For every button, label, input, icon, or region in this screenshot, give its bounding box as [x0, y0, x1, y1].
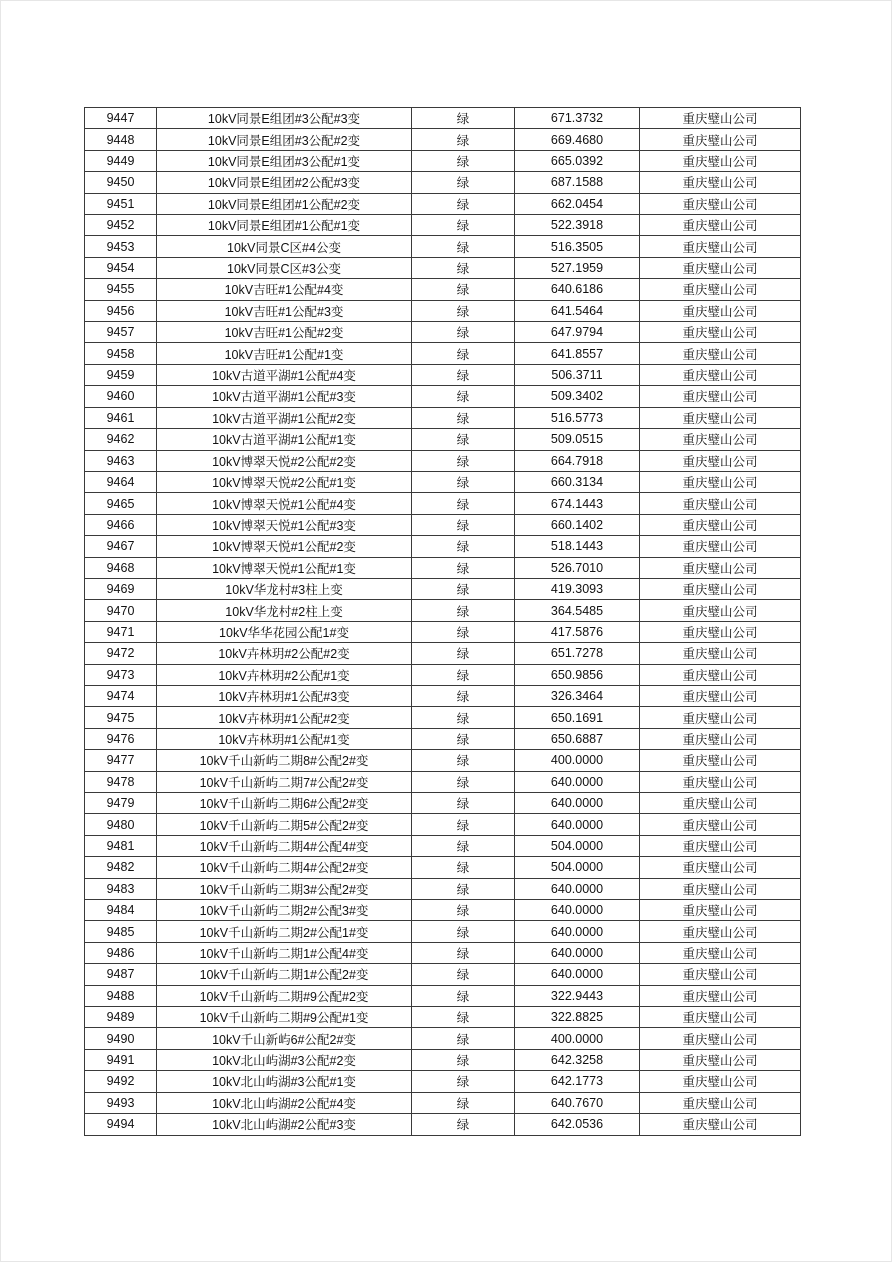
cell-name: 10kV博翠天悦#1公配#3变: [157, 514, 412, 535]
cell-id: 9461: [85, 407, 157, 428]
cell-status: 绿: [412, 964, 515, 985]
cell-company: 重庆璧山公司: [640, 536, 801, 557]
cell-name: 10kV博翠天悦#1公配#1变: [157, 557, 412, 578]
cell-company: 重庆璧山公司: [640, 322, 801, 343]
table-row: [85, 322, 801, 343]
cell-name: 10kV吉旺#1公配#3变: [157, 300, 412, 321]
cell-value: 509.0515: [515, 429, 640, 450]
cell-id: 9490: [85, 1028, 157, 1049]
cell-status: 绿: [412, 1049, 515, 1070]
cell-value: 640.6186: [515, 279, 640, 300]
cell-name: 10kV同景E组团#3公配#3变: [157, 108, 412, 129]
table-row: [85, 407, 801, 428]
cell-value: 651.7278: [515, 643, 640, 664]
cell-id: 9473: [85, 664, 157, 685]
cell-value: 516.3505: [515, 236, 640, 257]
cell-name: 10kV卉林玥#1公配#1变: [157, 728, 412, 749]
cell-name: 10kV同景E组团#1公配#2变: [157, 193, 412, 214]
cell-value: 506.3711: [515, 364, 640, 385]
cell-value: 640.0000: [515, 942, 640, 963]
cell-name: 10kV博翠天悦#2公配#2变: [157, 450, 412, 471]
table-row: [85, 279, 801, 300]
table-row: [85, 750, 801, 771]
cell-company: 重庆璧山公司: [640, 450, 801, 471]
cell-status: 绿: [412, 172, 515, 193]
cell-company: 重庆璧山公司: [640, 1071, 801, 1092]
cell-name: 10kV千山新屿二期2#公配1#变: [157, 921, 412, 942]
table-row: [85, 964, 801, 985]
cell-id: 9475: [85, 707, 157, 728]
cell-status: 绿: [412, 664, 515, 685]
cell-status: 绿: [412, 364, 515, 385]
cell-name: 10kV华华花园公配1#变: [157, 621, 412, 642]
table-row: [85, 514, 801, 535]
table-row: [85, 300, 801, 321]
cell-value: 642.1773: [515, 1071, 640, 1092]
cell-id: 9479: [85, 793, 157, 814]
table-row: [85, 857, 801, 878]
cell-id: 9482: [85, 857, 157, 878]
cell-value: 650.6887: [515, 728, 640, 749]
cell-company: 重庆璧山公司: [640, 921, 801, 942]
table-row: [85, 429, 801, 450]
cell-name: 10kV千山新屿二期#9公配#2变: [157, 985, 412, 1006]
cell-id: 9455: [85, 279, 157, 300]
cell-value: 665.0392: [515, 150, 640, 171]
table-row: [85, 257, 801, 278]
cell-value: 326.3464: [515, 685, 640, 706]
cell-id: 9468: [85, 557, 157, 578]
cell-name: 10kV千山新屿二期3#公配2#变: [157, 878, 412, 899]
cell-value: 400.0000: [515, 1028, 640, 1049]
cell-company: 重庆璧山公司: [640, 771, 801, 792]
table-row: [85, 900, 801, 921]
cell-value: 660.1402: [515, 514, 640, 535]
cell-name: 10kV古道平湖#1公配#2变: [157, 407, 412, 428]
cell-id: 9462: [85, 429, 157, 450]
cell-value: 650.1691: [515, 707, 640, 728]
cell-value: 509.3402: [515, 386, 640, 407]
cell-company: 重庆璧山公司: [640, 985, 801, 1006]
cell-company: 重庆璧山公司: [640, 471, 801, 492]
cell-id: 9489: [85, 1007, 157, 1028]
cell-value: 642.0536: [515, 1114, 640, 1135]
cell-company: 重庆璧山公司: [640, 814, 801, 835]
cell-status: 绿: [412, 471, 515, 492]
cell-status: 绿: [412, 108, 515, 129]
cell-value: 640.0000: [515, 814, 640, 835]
cell-value: 641.5464: [515, 300, 640, 321]
cell-value: 674.1443: [515, 493, 640, 514]
table-row: [85, 343, 801, 364]
cell-status: 绿: [412, 728, 515, 749]
table-row: [85, 600, 801, 621]
cell-value: 364.5485: [515, 600, 640, 621]
cell-status: 绿: [412, 600, 515, 621]
cell-value: 650.9856: [515, 664, 640, 685]
cell-name: 10kV千山新屿二期4#公配4#变: [157, 835, 412, 856]
cell-id: 9476: [85, 728, 157, 749]
cell-value: 669.4680: [515, 129, 640, 150]
cell-name: 10kV千山新屿二期8#公配2#变: [157, 750, 412, 771]
cell-name: 10kV同景C区#3公变: [157, 257, 412, 278]
table-row: [85, 493, 801, 514]
cell-id: 9456: [85, 300, 157, 321]
cell-company: 重庆璧山公司: [640, 942, 801, 963]
table-row: [85, 129, 801, 150]
table-row: [85, 1049, 801, 1070]
cell-company: 重庆璧山公司: [640, 215, 801, 236]
cell-company: 重庆璧山公司: [640, 643, 801, 664]
cell-status: 绿: [412, 322, 515, 343]
cell-id: 9488: [85, 985, 157, 1006]
cell-company: 重庆璧山公司: [640, 493, 801, 514]
table-row: [85, 793, 801, 814]
cell-status: 绿: [412, 257, 515, 278]
cell-value: 400.0000: [515, 750, 640, 771]
cell-status: 绿: [412, 536, 515, 557]
cell-name: 10kV千山新屿二期4#公配2#变: [157, 857, 412, 878]
table-row: [85, 685, 801, 706]
cell-status: 绿: [412, 386, 515, 407]
cell-value: 642.3258: [515, 1049, 640, 1070]
table-row: [85, 942, 801, 963]
cell-company: 重庆璧山公司: [640, 750, 801, 771]
cell-value: 518.1443: [515, 536, 640, 557]
table-body: [85, 108, 801, 1136]
cell-status: 绿: [412, 429, 515, 450]
cell-id: 9483: [85, 878, 157, 899]
cell-value: 660.3134: [515, 471, 640, 492]
cell-company: 重庆璧山公司: [640, 1114, 801, 1135]
cell-status: 绿: [412, 450, 515, 471]
cell-value: 640.0000: [515, 793, 640, 814]
cell-id: 9477: [85, 750, 157, 771]
cell-status: 绿: [412, 150, 515, 171]
table-row: [85, 386, 801, 407]
cell-id: 9467: [85, 536, 157, 557]
cell-name: 10kV北山屿湖#2公配#4变: [157, 1092, 412, 1113]
cell-value: 419.3093: [515, 578, 640, 599]
table-row: [85, 236, 801, 257]
cell-value: 640.7670: [515, 1092, 640, 1113]
cell-status: 绿: [412, 279, 515, 300]
cell-company: 重庆璧山公司: [640, 878, 801, 899]
table-row: [85, 536, 801, 557]
table-row: [85, 1071, 801, 1092]
cell-value: 662.0454: [515, 193, 640, 214]
cell-company: 重庆璧山公司: [640, 172, 801, 193]
cell-company: 重庆璧山公司: [640, 793, 801, 814]
table-row: [85, 985, 801, 1006]
cell-id: 9485: [85, 921, 157, 942]
cell-company: 重庆璧山公司: [640, 1028, 801, 1049]
cell-id: 9459: [85, 364, 157, 385]
cell-id: 9454: [85, 257, 157, 278]
cell-name: 10kV千山新屿二期2#公配3#变: [157, 900, 412, 921]
cell-company: 重庆璧山公司: [640, 343, 801, 364]
cell-id: 9481: [85, 835, 157, 856]
table-row: [85, 878, 801, 899]
cell-value: 504.0000: [515, 857, 640, 878]
cell-id: 9474: [85, 685, 157, 706]
cell-company: 重庆璧山公司: [640, 108, 801, 129]
cell-status: 绿: [412, 129, 515, 150]
cell-id: 9453: [85, 236, 157, 257]
cell-status: 绿: [412, 771, 515, 792]
cell-company: 重庆璧山公司: [640, 236, 801, 257]
table-row: [85, 921, 801, 942]
cell-name: 10kV同景E组团#2公配#3变: [157, 172, 412, 193]
cell-id: 9494: [85, 1114, 157, 1135]
table-row: [85, 771, 801, 792]
cell-company: 重庆璧山公司: [640, 707, 801, 728]
cell-name: 10kV千山新屿二期1#公配2#变: [157, 964, 412, 985]
cell-name: 10kV博翠天悦#1公配#4变: [157, 493, 412, 514]
table-row: [85, 193, 801, 214]
cell-name: 10kV北山屿湖#3公配#1变: [157, 1071, 412, 1092]
cell-name: 10kV千山新屿二期6#公配2#变: [157, 793, 412, 814]
cell-name: 10kV卉林玥#1公配#3变: [157, 685, 412, 706]
cell-status: 绿: [412, 1028, 515, 1049]
cell-company: 重庆璧山公司: [640, 364, 801, 385]
cell-id: 9451: [85, 193, 157, 214]
cell-value: 664.7918: [515, 450, 640, 471]
cell-status: 绿: [412, 750, 515, 771]
cell-company: 重庆璧山公司: [640, 1092, 801, 1113]
cell-value: 417.5876: [515, 621, 640, 642]
cell-value: 640.0000: [515, 771, 640, 792]
cell-status: 绿: [412, 1092, 515, 1113]
document-table: [84, 107, 801, 1136]
cell-id: 9448: [85, 129, 157, 150]
cell-name: 10kV卉林玥#2公配#1变: [157, 664, 412, 685]
cell-status: 绿: [412, 1071, 515, 1092]
table-row: [85, 1114, 801, 1135]
table-row: [85, 1092, 801, 1113]
cell-name: 10kV华龙村#3柱上变: [157, 578, 412, 599]
cell-value: 322.9443: [515, 985, 640, 1006]
cell-value: 641.8557: [515, 343, 640, 364]
cell-name: 10kV北山屿湖#3公配#2变: [157, 1049, 412, 1070]
cell-status: 绿: [412, 343, 515, 364]
table-row: [85, 150, 801, 171]
cell-status: 绿: [412, 407, 515, 428]
cell-company: 重庆璧山公司: [640, 150, 801, 171]
cell-status: 绿: [412, 236, 515, 257]
cell-status: 绿: [412, 942, 515, 963]
cell-name: 10kV同景C区#4公变: [157, 236, 412, 257]
cell-company: 重庆璧山公司: [640, 193, 801, 214]
table-row: [85, 578, 801, 599]
table-row: [85, 814, 801, 835]
cell-name: 10kV千山新屿二期1#公配4#变: [157, 942, 412, 963]
cell-id: 9480: [85, 814, 157, 835]
cell-value: 647.9794: [515, 322, 640, 343]
cell-id: 9484: [85, 900, 157, 921]
cell-status: 绿: [412, 557, 515, 578]
table-row: [85, 450, 801, 471]
cell-company: 重庆璧山公司: [640, 386, 801, 407]
cell-id: 9492: [85, 1071, 157, 1092]
table-row: [85, 1007, 801, 1028]
table-row: [85, 728, 801, 749]
cell-name: 10kV吉旺#1公配#4变: [157, 279, 412, 300]
cell-value: 504.0000: [515, 835, 640, 856]
cell-status: 绿: [412, 578, 515, 599]
table-row: [85, 215, 801, 236]
cell-company: 重庆璧山公司: [640, 557, 801, 578]
cell-id: 9491: [85, 1049, 157, 1070]
table-row: [85, 557, 801, 578]
cell-status: 绿: [412, 814, 515, 835]
table-row: [85, 1028, 801, 1049]
cell-status: 绿: [412, 1114, 515, 1135]
cell-company: 重庆璧山公司: [640, 685, 801, 706]
cell-status: 绿: [412, 857, 515, 878]
cell-company: 重庆璧山公司: [640, 129, 801, 150]
cell-name: 10kV古道平湖#1公配#1变: [157, 429, 412, 450]
cell-name: 10kV同景E组团#3公配#2变: [157, 129, 412, 150]
cell-id: 9463: [85, 450, 157, 471]
cell-name: 10kV千山新屿二期#9公配#1变: [157, 1007, 412, 1028]
cell-id: 9466: [85, 514, 157, 535]
cell-name: 10kV博翠天悦#1公配#2变: [157, 536, 412, 557]
cell-value: 640.0000: [515, 900, 640, 921]
cell-name: 10kV卉林玥#2公配#2变: [157, 643, 412, 664]
cell-id: 9460: [85, 386, 157, 407]
cell-id: 9458: [85, 343, 157, 364]
cell-name: 10kV博翠天悦#2公配#1变: [157, 471, 412, 492]
cell-value: 526.7010: [515, 557, 640, 578]
cell-value: 640.0000: [515, 878, 640, 899]
cell-company: 重庆璧山公司: [640, 964, 801, 985]
cell-value: 322.8825: [515, 1007, 640, 1028]
table-row: [85, 364, 801, 385]
cell-id: 9493: [85, 1092, 157, 1113]
cell-company: 重庆璧山公司: [640, 900, 801, 921]
cell-value: 687.1588: [515, 172, 640, 193]
table-row: [85, 707, 801, 728]
cell-name: 10kV千山新屿二期5#公配2#变: [157, 814, 412, 835]
cell-company: 重庆璧山公司: [640, 835, 801, 856]
cell-company: 重庆璧山公司: [640, 279, 801, 300]
cell-id: 9470: [85, 600, 157, 621]
cell-status: 绿: [412, 493, 515, 514]
cell-company: 重庆璧山公司: [640, 621, 801, 642]
cell-status: 绿: [412, 900, 515, 921]
cell-name: 10kV北山屿湖#2公配#3变: [157, 1114, 412, 1135]
cell-id: 9465: [85, 493, 157, 514]
cell-value: 640.0000: [515, 964, 640, 985]
table-row: [85, 621, 801, 642]
table-row: [85, 108, 801, 129]
cell-id: 9452: [85, 215, 157, 236]
cell-status: 绿: [412, 878, 515, 899]
cell-value: 516.5773: [515, 407, 640, 428]
cell-company: 重庆璧山公司: [640, 429, 801, 450]
cell-status: 绿: [412, 1007, 515, 1028]
cell-id: 9464: [85, 471, 157, 492]
cell-status: 绿: [412, 215, 515, 236]
cell-name: 10kV吉旺#1公配#2变: [157, 322, 412, 343]
cell-id: 9487: [85, 964, 157, 985]
cell-company: 重庆璧山公司: [640, 407, 801, 428]
table-row: [85, 172, 801, 193]
cell-name: 10kV华龙村#2柱上变: [157, 600, 412, 621]
cell-name: 10kV吉旺#1公配#1变: [157, 343, 412, 364]
cell-company: 重庆璧山公司: [640, 578, 801, 599]
cell-status: 绿: [412, 514, 515, 535]
cell-id: 9469: [85, 578, 157, 599]
cell-company: 重庆璧山公司: [640, 300, 801, 321]
cell-company: 重庆璧山公司: [640, 600, 801, 621]
cell-id: 9457: [85, 322, 157, 343]
cell-name: 10kV古道平湖#1公配#3变: [157, 386, 412, 407]
cell-id: 9472: [85, 643, 157, 664]
cell-status: 绿: [412, 793, 515, 814]
cell-status: 绿: [412, 643, 515, 664]
cell-value: 522.3918: [515, 215, 640, 236]
cell-company: 重庆璧山公司: [640, 514, 801, 535]
cell-company: 重庆璧山公司: [640, 1049, 801, 1070]
cell-status: 绿: [412, 921, 515, 942]
cell-name: 10kV同景E组团#3公配#1变: [157, 150, 412, 171]
cell-id: 9447: [85, 108, 157, 129]
cell-name: 10kV古道平湖#1公配#4变: [157, 364, 412, 385]
cell-id: 9449: [85, 150, 157, 171]
cell-value: 527.1959: [515, 257, 640, 278]
table-row: [85, 664, 801, 685]
cell-status: 绿: [412, 685, 515, 706]
cell-status: 绿: [412, 621, 515, 642]
cell-value: 671.3732: [515, 108, 640, 129]
cell-status: 绿: [412, 835, 515, 856]
cell-id: 9450: [85, 172, 157, 193]
cell-company: 重庆璧山公司: [640, 664, 801, 685]
cell-status: 绿: [412, 985, 515, 1006]
cell-id: 9471: [85, 621, 157, 642]
cell-company: 重庆璧山公司: [640, 1007, 801, 1028]
cell-id: 9486: [85, 942, 157, 963]
table-row: [85, 643, 801, 664]
cell-name: 10kV千山新屿二期7#公配2#变: [157, 771, 412, 792]
cell-status: 绿: [412, 300, 515, 321]
cell-company: 重庆璧山公司: [640, 257, 801, 278]
table-row: [85, 471, 801, 492]
cell-name: 10kV千山新屿6#公配2#变: [157, 1028, 412, 1049]
table-row: [85, 835, 801, 856]
cell-name: 10kV卉林玥#1公配#2变: [157, 707, 412, 728]
cell-name: 10kV同景E组团#1公配#1变: [157, 215, 412, 236]
cell-company: 重庆璧山公司: [640, 728, 801, 749]
cell-status: 绿: [412, 707, 515, 728]
cell-status: 绿: [412, 193, 515, 214]
cell-value: 640.0000: [515, 921, 640, 942]
cell-company: 重庆璧山公司: [640, 857, 801, 878]
cell-id: 9478: [85, 771, 157, 792]
